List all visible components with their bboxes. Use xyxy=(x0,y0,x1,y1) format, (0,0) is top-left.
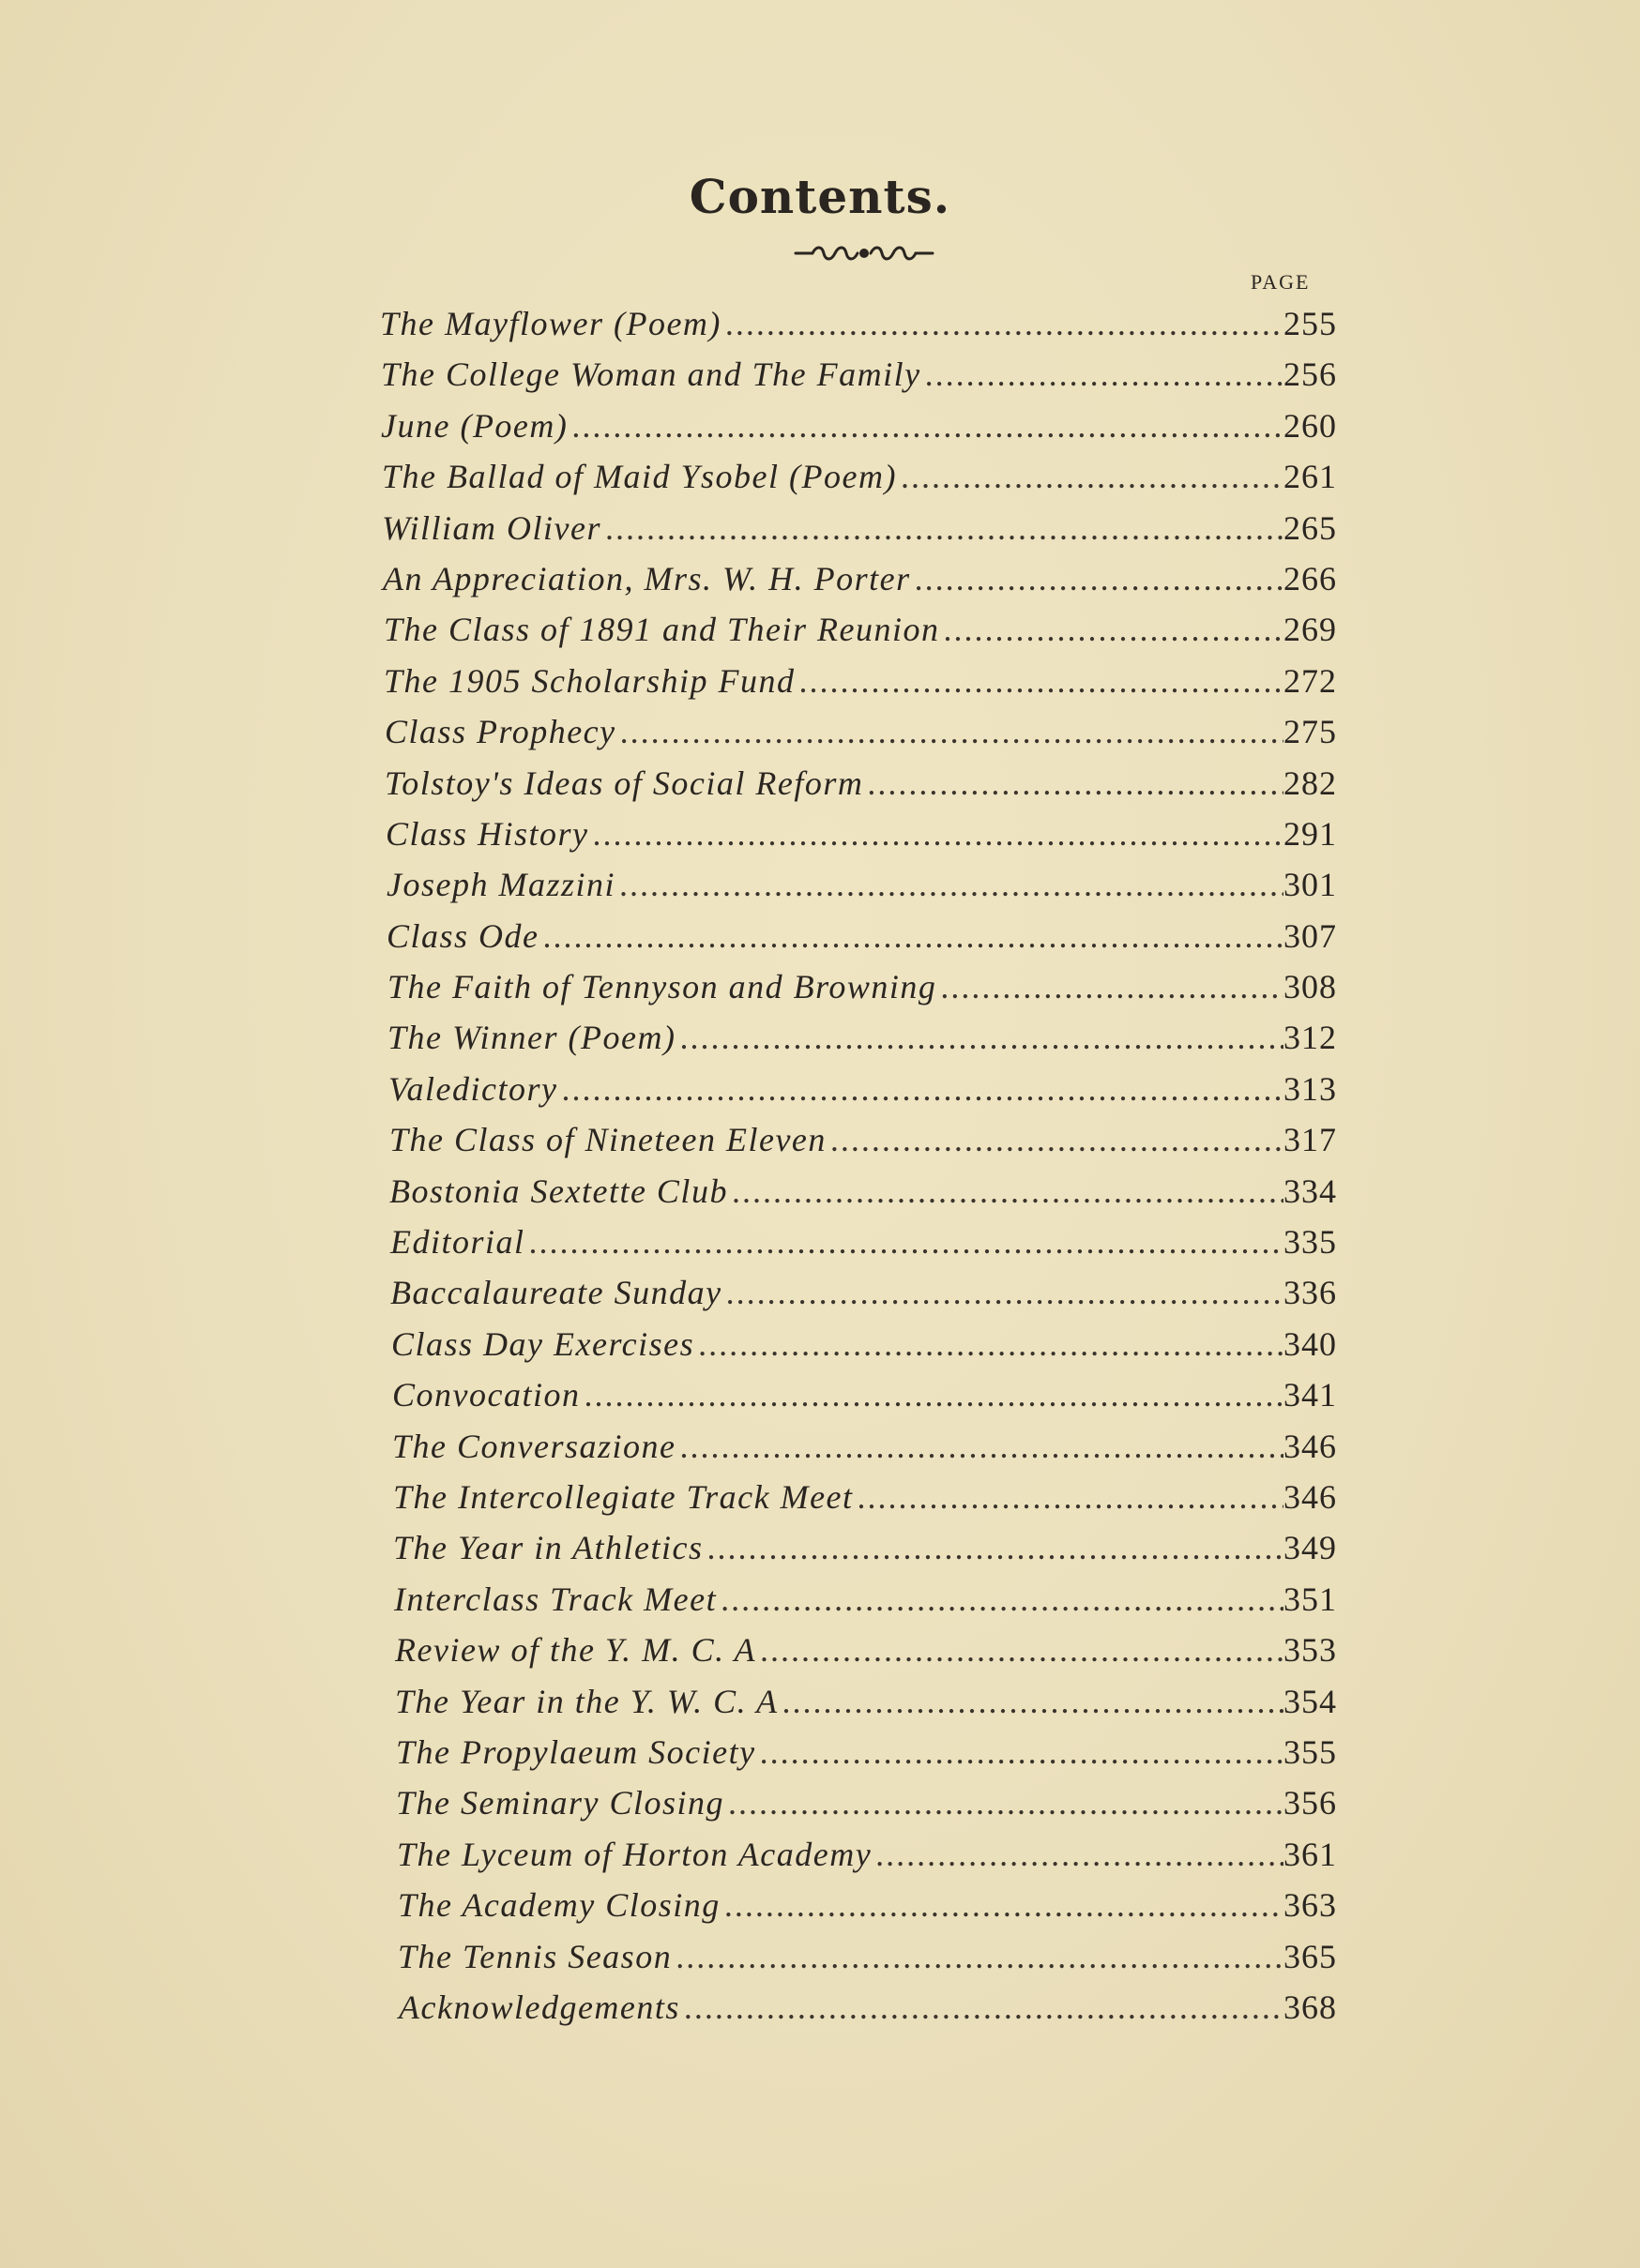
toc-entry-title: Baccalaureate Sunday xyxy=(390,1274,722,1312)
toc-entry xyxy=(380,1012,1337,1063)
toc-entry xyxy=(380,1522,1337,1573)
toc-entry-page: 354 xyxy=(1283,1682,1337,1720)
toc-entry xyxy=(380,1829,1337,1880)
toc-entry-title: Review of the Y. M. C. A xyxy=(395,1631,756,1670)
toc-entry-title: Class Prophecy xyxy=(385,713,616,751)
toc-entry xyxy=(380,1727,1337,1777)
toc-entry-title: The Ballad of Maid Ysobel (Poem) xyxy=(382,458,897,496)
toc-entry xyxy=(380,401,1337,451)
leader-dots xyxy=(854,1472,1283,1522)
toc-entry-title: The Year in the Y. W. C. A xyxy=(395,1682,779,1720)
toc-entry xyxy=(380,1421,1337,1472)
toc-entry xyxy=(380,503,1337,553)
toc-entry xyxy=(380,1217,1337,1267)
toc-entry-title: The Year in Athletics xyxy=(393,1529,704,1567)
toc-entry-page: 265 xyxy=(1283,508,1337,547)
toc-entry-title: Joseph Mazzini xyxy=(387,866,615,904)
toc-entry-page: 334 xyxy=(1283,1172,1337,1210)
toc-entry-page: 312 xyxy=(1283,1019,1337,1057)
toc-entry-title: The Propylaeum Society xyxy=(396,1732,756,1771)
toc-entry-title: The Winner (Poem) xyxy=(387,1019,676,1057)
toc-entry-page: 349 xyxy=(1283,1529,1337,1567)
toc-entry-page: 368 xyxy=(1283,1988,1337,2026)
toc-entry-page: 255 xyxy=(1283,305,1337,342)
toc-entry-page: 313 xyxy=(1283,1069,1337,1108)
toc-entry xyxy=(380,298,1337,349)
toc-entry-title: The Class of 1891 and Their Reunion xyxy=(384,611,940,649)
toc-entry-title: Class Day Exercises xyxy=(391,1324,695,1363)
toc-entry-page: 353 xyxy=(1283,1631,1337,1670)
leader-dots xyxy=(756,1727,1283,1777)
toc-entry xyxy=(380,656,1337,706)
toc-entry-title: The Academy Closing xyxy=(398,1886,721,1925)
leader-dots xyxy=(721,298,1283,349)
toc-entry-page: 301 xyxy=(1283,866,1337,904)
toc-entry-title: Interclass Track Meet xyxy=(394,1580,718,1618)
toc-entry-page: 361 xyxy=(1283,1835,1337,1873)
toc-entry-page: 307 xyxy=(1283,916,1337,955)
toc-entry xyxy=(380,809,1337,859)
toc-entry-page: 363 xyxy=(1283,1886,1337,1925)
toc-entry-page: 308 xyxy=(1283,968,1337,1006)
leader-dots xyxy=(539,911,1283,961)
leader-dots xyxy=(940,604,1283,655)
toc-entry-page: 351 xyxy=(1283,1580,1337,1618)
toc-entry-page: 340 xyxy=(1283,1324,1337,1363)
leader-dots xyxy=(872,1829,1283,1880)
leader-dots xyxy=(936,961,1283,1012)
toc-entry xyxy=(380,706,1337,757)
leader-dots xyxy=(897,451,1283,502)
toc-entry-title: The Tennis Season xyxy=(398,1937,673,1975)
toc-entry xyxy=(380,1625,1337,1675)
toc-entry-title: Editorial xyxy=(390,1223,525,1262)
toc-entry-title: The Intercollegiate Track Meet xyxy=(393,1477,854,1516)
toc-entry-page: 256 xyxy=(1283,355,1337,394)
toc-entry-page: 341 xyxy=(1283,1376,1337,1414)
leader-dots xyxy=(672,1931,1283,1982)
toc-entry xyxy=(380,1931,1337,1982)
toc-entry-title: The Mayflower (Poem) xyxy=(380,305,721,342)
toc-entry-page: 346 xyxy=(1283,1477,1337,1516)
leader-dots xyxy=(911,553,1283,604)
leader-dots xyxy=(756,1625,1283,1675)
toc-entry xyxy=(380,1574,1337,1625)
toc-entry-title: Class History xyxy=(386,814,589,853)
leader-dots xyxy=(722,1267,1283,1318)
leader-dots xyxy=(589,809,1283,859)
toc-entry-page: 355 xyxy=(1283,1732,1337,1771)
toc-entry-title: The Class of Nineteen Eleven xyxy=(389,1121,827,1159)
leader-dots xyxy=(615,859,1283,910)
leader-dots xyxy=(525,1217,1283,1267)
leader-dots xyxy=(601,503,1283,553)
page-column-header: PAGE xyxy=(1251,270,1311,294)
toc-entry xyxy=(380,961,1337,1012)
page-title: Contents. xyxy=(689,169,951,224)
toc-entry xyxy=(380,1166,1337,1217)
leader-dots xyxy=(717,1574,1283,1625)
toc-entry-page: 346 xyxy=(1283,1427,1337,1465)
leader-dots xyxy=(863,758,1283,809)
toc-entry-page: 291 xyxy=(1283,814,1337,853)
toc-entry-page: 261 xyxy=(1283,458,1337,496)
leader-dots xyxy=(796,656,1284,706)
leader-dots xyxy=(721,1880,1283,1930)
toc-entry xyxy=(380,553,1337,604)
toc-entry-title: The Faith of Tennyson and Browning xyxy=(387,968,937,1006)
leader-dots xyxy=(616,706,1283,757)
leader-dots xyxy=(580,1369,1283,1420)
toc-entry-title: The Lyceum of Horton Academy xyxy=(397,1835,873,1873)
toc-entry-page: 317 xyxy=(1283,1121,1337,1159)
toc-entry-title: Bostonia Sextette Club xyxy=(389,1172,728,1210)
leader-dots xyxy=(728,1166,1283,1217)
toc-entry xyxy=(380,859,1337,910)
toc-entry-title: June (Poem) xyxy=(381,406,569,445)
leader-dots xyxy=(704,1522,1283,1573)
leader-dots xyxy=(778,1676,1283,1727)
toc-entry-title: The College Woman and The Family xyxy=(381,355,921,394)
leader-dots xyxy=(568,401,1283,451)
toc-entry-title: Class Ode xyxy=(387,916,539,955)
toc-entry-page: 356 xyxy=(1283,1784,1337,1822)
toc-entry-title: Convocation xyxy=(392,1376,581,1414)
leader-dots xyxy=(676,1421,1283,1472)
toc-entry-title: Valedictory xyxy=(388,1069,558,1108)
toc-entry-title: Acknowledgements xyxy=(399,1988,680,2026)
toc-entry xyxy=(380,1880,1337,1930)
toc-entry-page: 335 xyxy=(1283,1223,1337,1262)
toc-entry-page: 269 xyxy=(1283,611,1337,649)
toc-entry xyxy=(380,604,1337,655)
toc-entry-page: 260 xyxy=(1283,406,1337,445)
toc-entry xyxy=(380,1777,1337,1828)
leader-dots xyxy=(676,1012,1283,1063)
leader-dots xyxy=(694,1319,1283,1369)
toc-entry xyxy=(380,1114,1337,1165)
toc-entry-page: 272 xyxy=(1283,661,1337,700)
toc-entry xyxy=(380,1319,1337,1369)
toc-entry xyxy=(380,349,1337,400)
leader-dots xyxy=(921,349,1283,400)
toc-entry-title: Tolstoy's Ideas of Social Reform xyxy=(385,764,864,802)
toc-entry-title: William Oliver xyxy=(382,508,601,547)
toc-entry xyxy=(380,1267,1337,1318)
toc-entry-title: The 1905 Scholarship Fund xyxy=(384,661,796,700)
toc-entry xyxy=(380,758,1337,809)
toc-entry xyxy=(380,451,1337,502)
toc-entry-page: 365 xyxy=(1283,1937,1337,1975)
leader-dots xyxy=(827,1114,1283,1165)
toc-entry-title: The Conversazione xyxy=(392,1427,676,1465)
table-of-contents xyxy=(380,298,1337,2033)
toc-entry xyxy=(380,1676,1337,1727)
leader-dots xyxy=(724,1777,1283,1828)
toc-entry xyxy=(380,1982,1337,2033)
toc-entry-title: An Appreciation, Mrs. W. H. Porter xyxy=(383,559,911,597)
toc-entry-page: 336 xyxy=(1283,1274,1337,1312)
leader-dots xyxy=(557,1064,1283,1114)
toc-entry xyxy=(380,1064,1337,1114)
toc-entry xyxy=(380,1472,1337,1522)
toc-entry-page: 275 xyxy=(1283,713,1337,751)
toc-entry-page: 266 xyxy=(1283,559,1337,597)
toc-entry-page: 282 xyxy=(1283,764,1337,802)
toc-entry xyxy=(380,1369,1337,1420)
scroll-ornament-icon xyxy=(794,242,934,265)
leader-dots xyxy=(680,1982,1283,2033)
toc-entry-title: The Seminary Closing xyxy=(396,1784,724,1822)
toc-entry xyxy=(380,911,1337,961)
